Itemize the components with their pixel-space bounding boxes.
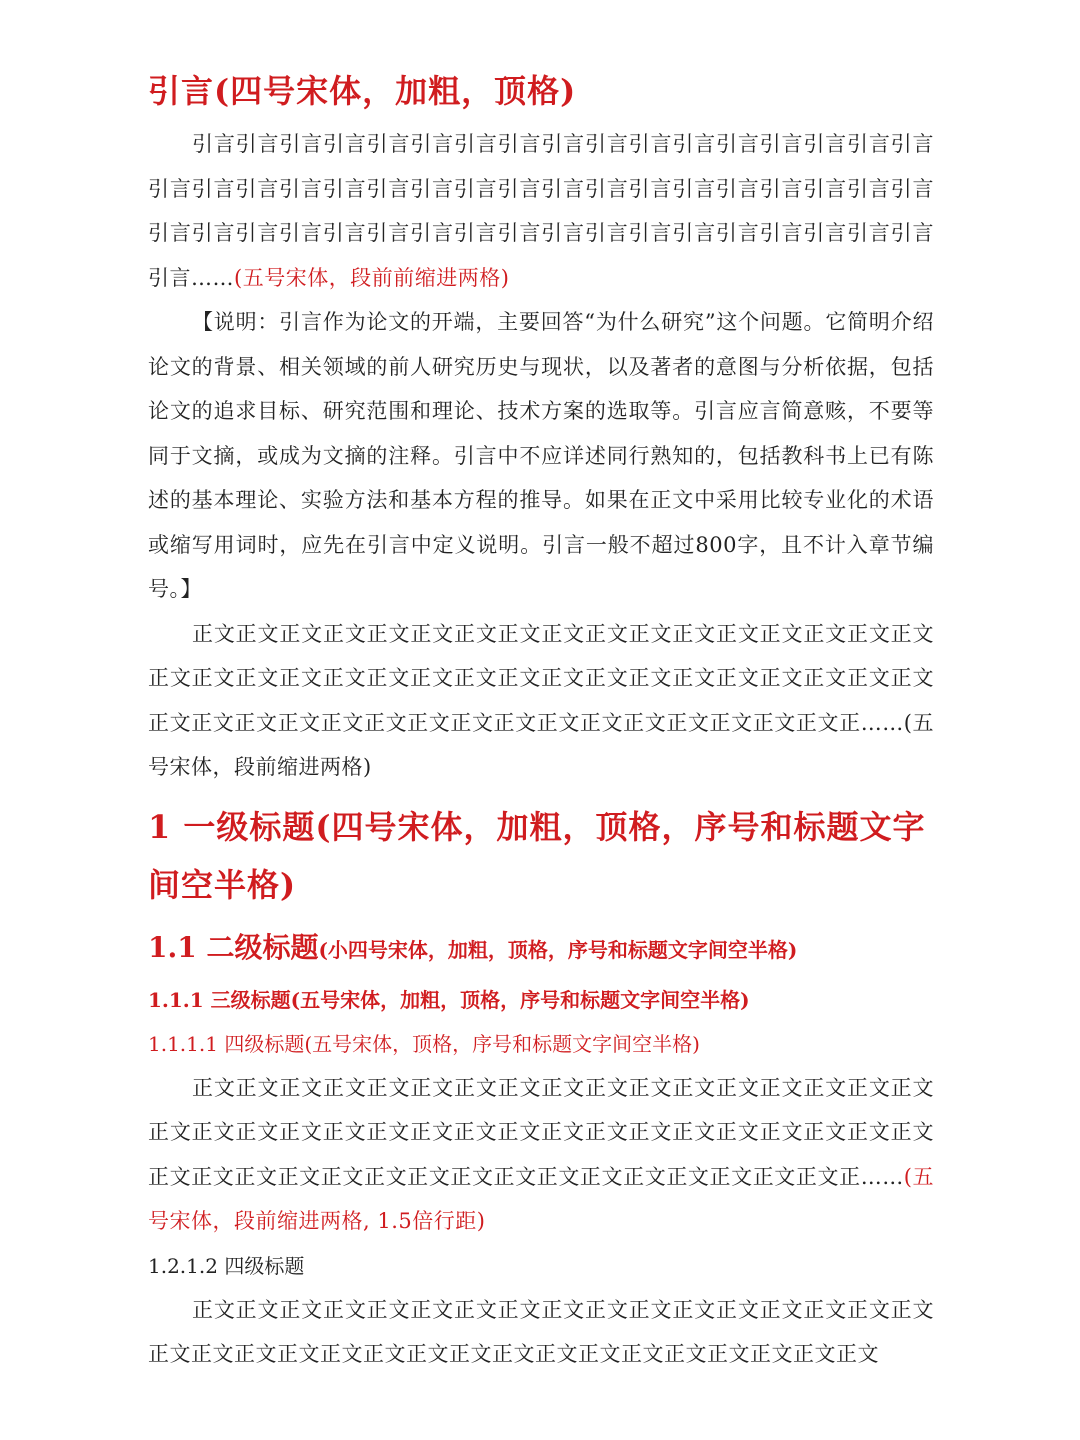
- document-page: [148, 64, 934, 1377]
- intro-heading: 引言(四号宋体，加粗，顶格): [148, 72, 577, 110]
- level2-heading-title: 1.1 二级标题: [148, 930, 319, 964]
- level4-heading: 1.1.1.1 四级标题(五号宋体，顶格，序号和标题文字间空半格): [148, 1031, 700, 1056]
- intro-body-text: 引言引言引言引言引言引言引言引言引言引言引言引言引言引言引言引言引言引言引言引言引言引言引言引言引言引言引言引言引言引言引言引言引言引言引言引言引言引言引言引言引言引言引言引言引言引言引言引言引言引言引言引言引言引言……: [148, 132, 934, 290]
- level2-heading: [148, 922, 934, 978]
- level4-heading-second: 1.2.1.2 四级标题: [148, 1253, 305, 1278]
- level2-heading-note: (小四号宋体，加粗，顶格，序号和标题文字间空半格): [318, 937, 798, 962]
- section-body-text: 正文正文正文正文正文正文正文正文正文正文正文正文正文正文正文正文正文正文正文正文正文正文正文正文正文正文正文正文正文正文正文正文正文正文正文正文正文正文正文正文正文正文正文正文正文正文正文正文正文正文正文正……: [148, 1075, 934, 1189]
- intro-body-paragraph: [148, 122, 934, 300]
- intro-main-text: 正文正文正文正文正文正文正文正文正文正文正文正文正文正文正文正文正文正文正文正文正文正文正文正文正文正文正文正文正文正文正文正文正文正文正文正文正文正文正文正文正文正文正文正文正文正文正文正文正文正文正文正……(五号宋体，段前缩进两格): [148, 621, 934, 779]
- section-body-note: (五号宋体，段前缩进两格, 1.5倍行距): [148, 1164, 934, 1233]
- level3-heading: 1.1.1 三级标题(五号宋体，加粗，顶格，序号和标题文字间空半格): [148, 987, 750, 1012]
- level1-heading: 1 一级标题(四号宋体，加粗，顶格，序号和标题文字间空半格): [148, 807, 926, 904]
- section-body-paragraph: [148, 1066, 934, 1244]
- section-body-paragraph-second: 正文正文正文正文正文正文正文正文正文正文正文正文正文正文正文正文正文正文正文正文正文正文正文正文正文正文正文正文正文正文正文正文正文正文: [148, 1297, 934, 1366]
- intro-explanation: 【说明：引言作为论文的开端，主要回答“为什么研究”这个问题。它简明介绍论文的背景、相关领域的前人研究历史与现状，以及著者的意图与分析依据，包括论文的追求目标、研究范围和理论、技术方案的选取等。引言应言简意赅，不要等同于文摘，或成为文摘的注释。引言中不应详述同行熟知的，包括教科书上已有陈述的基本理论、实验方法和基本方程的推导。如果在正文中采用比较专业化的术语或缩写用词时，应先在引言中定义说明。引言一般不超过800字，且不计入章节编号。】: [148, 310, 934, 601]
- intro-body-note: (五号宋体，段前前缩进两格): [234, 265, 510, 290]
